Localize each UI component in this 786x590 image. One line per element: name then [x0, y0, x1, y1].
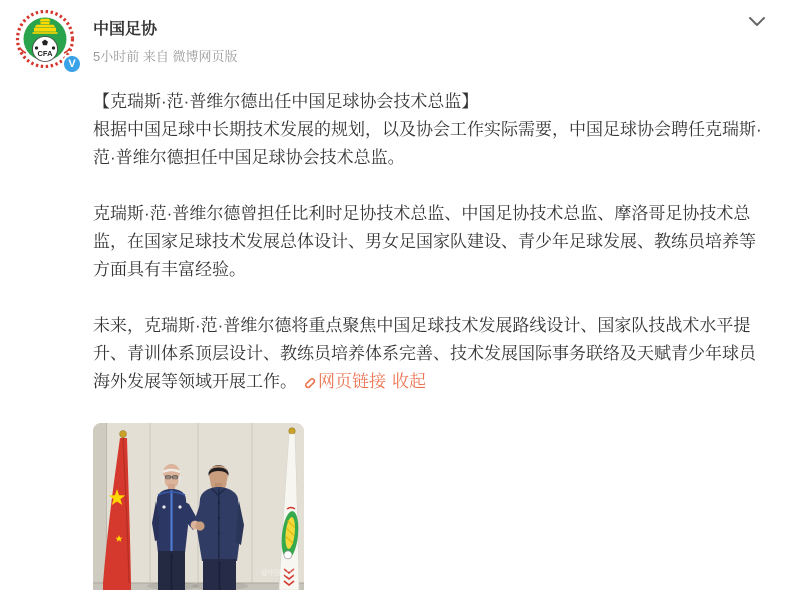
post-body — [93, 88, 763, 424]
avatar[interactable] — [14, 8, 76, 70]
post-timestamp[interactable]: 5小时前 来自 微博网页版 — [93, 49, 238, 64]
post-title: 【克瑞斯·范·普维尔德出任中国足球协会技术总监】 — [93, 92, 479, 111]
paragraph-3 — [93, 312, 763, 396]
web-link[interactable] — [297, 372, 386, 391]
link-icon — [301, 374, 316, 389]
handshake-photo-scene — [93, 423, 304, 590]
paragraph-1-text: 根据中国足球中长期技术发展的规划，以及协会工作实际需要，中国足球协会聘任克瑞斯·范·普维尔德担任中国足球协会技术总监。 — [93, 120, 762, 167]
paragraph-1 — [93, 88, 763, 172]
soccer-ball-icon — [33, 37, 58, 62]
post-photo[interactable] — [93, 423, 304, 590]
paragraph-3-text: 未来，克瑞斯·范·普维尔德将重点聚焦中国足球技术发展路线设计、国家队技战术水平提升、青训体系顶层设计、教练员培养体系完善、技术发展国际事务联络及天赋青少年球员海外发展等领域开展工作。 — [93, 316, 756, 391]
logo-cfa-text: CFA — [37, 49, 53, 58]
photo-watermark: @中国足协 — [261, 570, 297, 577]
web-link-label: 网页链接 — [318, 372, 386, 391]
chevron-down-icon[interactable] — [748, 16, 766, 28]
collapse-button[interactable]: 收起 — [392, 372, 426, 391]
paragraph-2: 克瑞斯·范·普维尔德曾担任比利时足协技术总监、中国足协技术总监、摩洛哥足协技术总监，在国家足球技术发展总体设计、男女足国家队建设、青少年足球发展、教练员培养等方面具有丰富经验。 — [93, 204, 756, 279]
username[interactable]: 中国足协 — [93, 21, 158, 38]
verified-badge-icon: V — [62, 54, 82, 74]
